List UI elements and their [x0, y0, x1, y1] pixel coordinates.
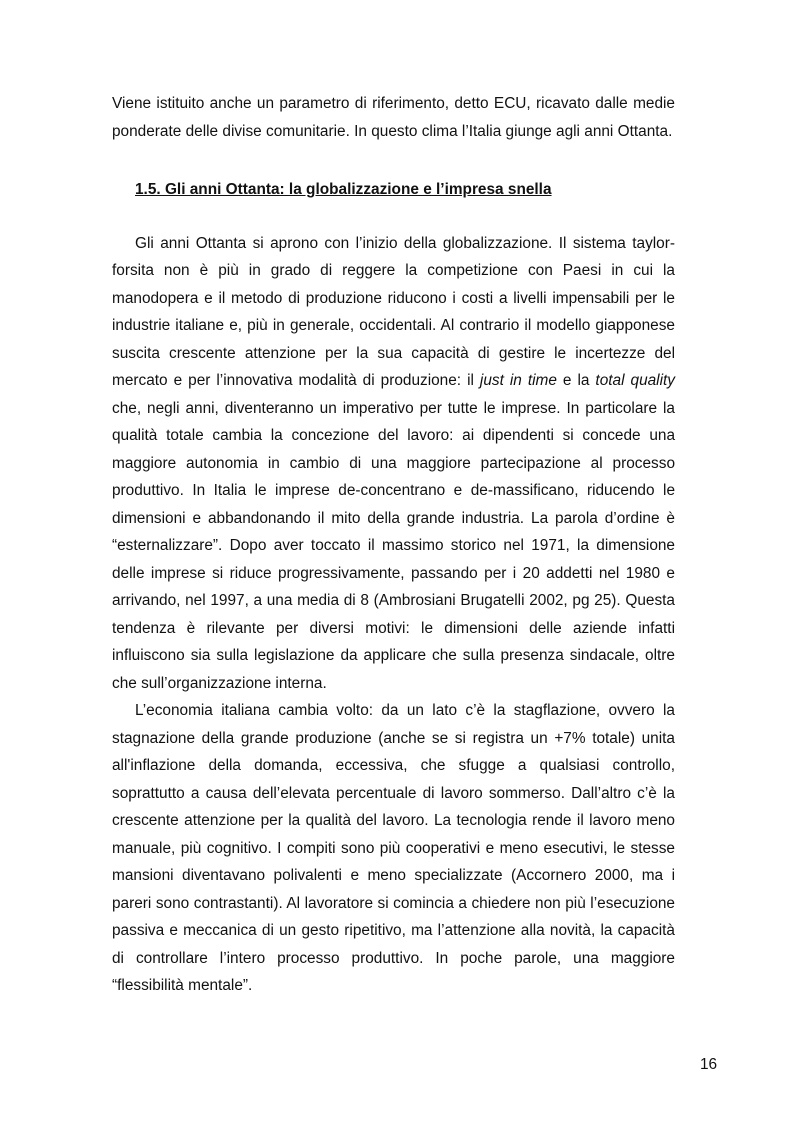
- section-body: [112, 230, 675, 1000]
- intro-paragraph: Viene istituito anche un parametro di riferimento, detto ECU, ricavato dalle medie ponderate delle divise comunitarie. In questo clima l’Italia giunge agli anni Ottanta.: [112, 95, 675, 140]
- section-heading: 1.5. Gli anni Ottanta: la globalizzazione e l’impresa snella: [135, 181, 552, 198]
- paragraph-1-text-a: Gli anni Ottanta si aprono con l’inizio della globalizzazione. Il sistema taylor-forsita non è più in grado di reggere la competizione con Paesi in cui la manodopera e il metodo di produzione riducono i costi a livelli impensabili per le industrie italiane e, più in generale, occidentali. Al contrario il modello giapponese suscita crescente attenzione per la sua capacità di gestire le incertezze del mercato e per l’innovativa modalità di produzione: il: [112, 234, 675, 389]
- page-number: 16: [700, 1056, 718, 1073]
- page-content: [112, 90, 675, 1000]
- section-paragraph-1: [112, 230, 675, 698]
- section-paragraph-2: L’economia italiana cambia volto: da un lato c’è la stagflazione, ovvero la stagnazione della grande produzione (anche se si registra un +7% totale) unita all'inflazione della domanda, eccessiva, che sfugge a qualsiasi controllo, soprattutto a causa dell’elevata percentuale di lavoro sommerso. Dall’altro c’è la crescente attenzione per la qualità del lavoro. La tecnologia rende il lavoro meno manuale, più cognitivo. I compiti sono più cooperativi e meno esecutivi, le stesse mansioni diventavano polivalenti e meno specializzate (Accornero 2000, ma i pareri sono contrastanti). Al lavoratore si comincia a chiedere non più l’esecuzione passiva e meccanica di un gesto ripetitivo, ma l’attenzione alla novità, la capacità di controllare l’intero processo produttivo. In poche parole, una maggiore “flessibilità mentale”.: [112, 702, 675, 994]
- italic-just-in-time: just in time: [479, 372, 557, 389]
- paragraph-1-text-b: e la: [556, 372, 596, 389]
- italic-total-quality: total quality: [595, 372, 675, 389]
- paragraph-1-text-c: che, negli anni, diventeranno un imperativo per tutte le imprese. In particolare la qualità totale cambia la concezione del lavoro: ai dipendenti si concede una maggiore autonomia in cambio di una maggiore partecipazione al processo produttivo. In Italia le imprese de-concentrano e de-massificano, riducendo le dimensioni e abbandonando il mito della grande industria. La parola d’ordine è “esternalizzare”. Dopo aver toccato il massimo storico nel 1971, la dimensione delle imprese si riduce progressivamente, passando per i 20 addetti nel 1980 e arrivando, nel 1997, a una media di 8 (Ambrosiani Brugatelli 2002, pg 25). Questa tendenza è rilevante per diversi motivi: le dimensioni delle aziende infatti influiscono sia sulla legislazione da applicare che sulla presenza sindacale, oltre che sull’organizzazione interna.: [112, 399, 675, 692]
